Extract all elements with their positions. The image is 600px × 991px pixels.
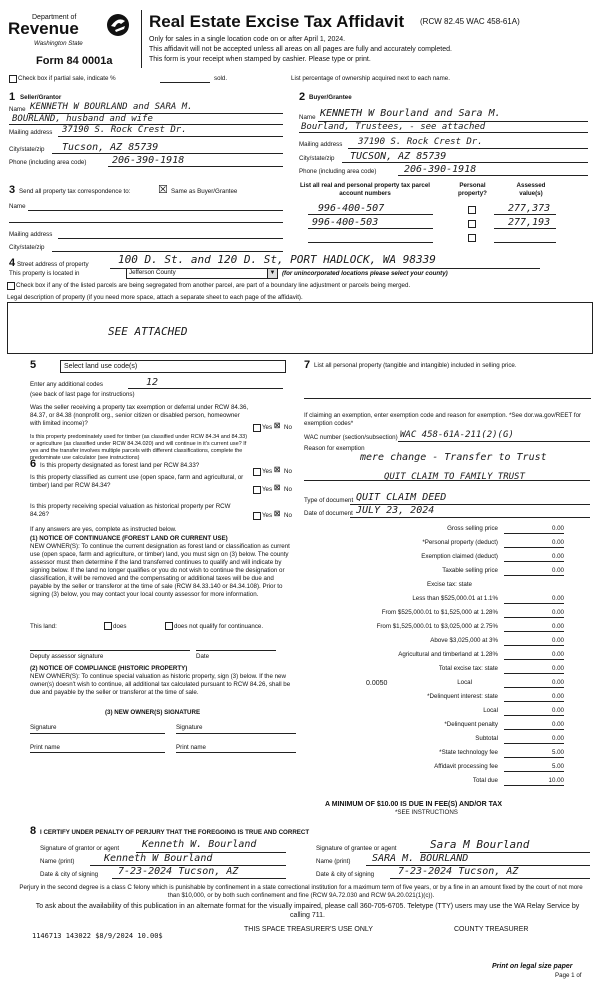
perjury-notice: Perjury in the second degree is a class C felony which is punishable by confinement in a state correctional institution for a maximum term of five years, or by a fine in an amount fixed by the court of not more than $10,000, or by both such confinement and fine (RCW 9A.72.030 and RCW 9A.20.021(1)(c)). — [19, 884, 583, 899]
buyer-phone-label: Phone (including area code) — [299, 168, 377, 175]
tax-row — [304, 620, 594, 634]
q5-yes-label: Yes — [262, 512, 273, 519]
signature-field-2[interactable] — [176, 733, 296, 734]
seller-address-field[interactable]: 37190 S. Rock Crest Dr. — [62, 125, 187, 135]
seller-name-label: Name — [9, 106, 26, 113]
tax-row — [304, 690, 594, 704]
additional-codes-field[interactable]: 12 — [146, 377, 159, 388]
correspondence-label: Send all property tax correspondence to: — [19, 188, 131, 195]
print-name-field-2[interactable] — [176, 752, 296, 753]
does-label: does — [113, 623, 127, 630]
signature-field-1[interactable] — [30, 733, 165, 734]
see-back-note: (see back of last page for instructions) — [30, 391, 135, 398]
tax-row-value[interactable]: 0.00 — [551, 693, 564, 700]
tax-row — [304, 760, 594, 774]
parcel-col-header: List all real and personal property tax parcel account numbers — [300, 182, 430, 197]
see-instructions-note: *SEE INSTRUCTIONS — [395, 809, 458, 816]
grantee-name-label: Name (print) — [316, 858, 351, 865]
tax-row-label: *Personal property (deduct) — [422, 539, 498, 546]
q1-yes-label: Yes — [262, 424, 273, 431]
tax-row — [304, 578, 594, 592]
county-select-value: Jefferson County — [129, 269, 176, 276]
tax-calculation-table — [304, 522, 594, 804]
tax-row-value[interactable]: 0.00 — [551, 525, 564, 532]
section8-number: 8 — [30, 825, 37, 837]
header-note2: This affidavit will not be accepted unless all areas on all pages are fully and accurately completed. — [149, 46, 452, 53]
doc-date-field[interactable]: JULY 23, 2024 — [356, 505, 435, 516]
tax-row — [304, 662, 594, 676]
deputy-signature-label: Deputy assessor signature — [30, 653, 104, 660]
tax-row-value[interactable]: 0.00 — [551, 623, 564, 630]
section7-number: 7 — [304, 359, 311, 371]
dept-line1: Department of — [32, 14, 77, 21]
print-name-label-2: Print name — [176, 744, 206, 751]
buyer-name-field2[interactable]: Bourland, Trustees, - see attached — [301, 122, 486, 132]
section1-number: 1 — [9, 91, 16, 103]
q1-no-label: No — [284, 424, 292, 431]
seller-name-field[interactable]: KENNETH W BOURLAND and SARA M. — [30, 102, 193, 112]
buyer-heading: Buyer/Grantee — [309, 94, 352, 101]
deputy-signature-field[interactable] — [30, 650, 190, 651]
corr-address-label: Mailing address — [9, 231, 53, 238]
q5-no-label: No — [284, 512, 292, 519]
partial-sale-percent-field[interactable] — [160, 82, 210, 83]
same-as-buyer-checkbox[interactable]: ☒ — [158, 184, 168, 196]
assessed-col-header: Assessed value(s) — [516, 182, 546, 197]
seller-phone-label: Phone (including area code) — [9, 159, 87, 166]
q2-no-label: No — [284, 468, 292, 475]
tax-row — [304, 536, 594, 550]
assessed-value-1[interactable]: 277,373 — [508, 203, 551, 214]
seller-address-label: Mailing address — [9, 129, 53, 136]
tax-row-label: Less than $525,000.01 at 1.1% — [412, 595, 498, 602]
forest-question: Is this property designated as forest land per RCW 84.33? — [40, 462, 200, 469]
treasurer-stamp: 1146713 143022 $8/9/2024 10.00$ — [32, 932, 163, 940]
tax-row-value[interactable]: 0.00 — [551, 637, 564, 644]
segregated-label: Check box if any of the listed parcels are being segregated from another parcel, are part of a boundary line adjustment or parcels being merged. — [16, 282, 411, 289]
tax-row — [304, 634, 594, 648]
tax-row-value[interactable]: 0.00 — [551, 665, 564, 672]
form-title-ref: (RCW 82.45 WAC 458-61A) — [420, 17, 520, 26]
page-number: Page 1 of — [555, 972, 582, 979]
does-checkbox[interactable] — [104, 622, 112, 630]
local-rate: 0.0050 — [366, 680, 388, 687]
deputy-date-field[interactable] — [196, 650, 276, 651]
tax-row-label: Gross selling price — [447, 525, 498, 532]
tax-row — [304, 648, 594, 662]
header-note3: This form is your receipt when stamped by cashier. Please type or print. — [149, 56, 371, 63]
q2-yes-label: Yes — [262, 468, 273, 475]
dept-line3: Washington State — [34, 40, 83, 47]
historic-question: Is this property receiving special valuation as historical property per RCW 84.26? — [30, 503, 231, 518]
dor-logo — [8, 10, 132, 54]
legal-description-field[interactable] — [7, 302, 593, 354]
tax-row — [304, 564, 594, 578]
tax-row — [304, 522, 594, 536]
q2-yes-checkbox[interactable] — [253, 468, 261, 476]
seller-city-field[interactable]: Tucson, AZ 85739 — [62, 142, 159, 153]
land-use-select-label: Select land use code(s) — [64, 363, 138, 370]
q5-no-checkbox[interactable]: ☒ — [274, 511, 281, 518]
ownership-note: List percentage of ownership acquired next to each name. — [291, 75, 450, 82]
reason-label: Reason for exemption — [304, 445, 365, 452]
q4-no-checkbox[interactable]: ☒ — [274, 485, 281, 492]
form-title: Real Estate Excise Tax Affidavit — [149, 12, 405, 31]
buyer-city-label: City/state/zip — [299, 155, 335, 162]
seller-heading: Seller/Grantor — [20, 94, 62, 101]
q4-no-label: No — [284, 486, 292, 493]
dor-emblem-icon — [106, 12, 130, 38]
signature-label-1: Signature — [30, 724, 57, 731]
grantor-name-label: Name (print) — [40, 858, 75, 865]
tax-row-label: Above $3,025,000 at 3% — [430, 637, 498, 644]
notice1-title: (1) NOTICE OF CONTINUANCE (FOREST LAND OR CURRENT USE) — [30, 535, 228, 542]
personal-property-field[interactable] — [304, 398, 591, 399]
street-address-field[interactable]: 100 D. St. and 120 D. St, PORT HADLOCK, WA 98339 — [118, 253, 436, 266]
land-use-select[interactable] — [60, 360, 286, 373]
buyer-address-label: Mailing address — [299, 141, 343, 148]
grantee-sig-label: Signature of grantee or agent — [316, 845, 397, 852]
notice1-body: NEW OWNER(S): To continue the current designation as forest land or classification as current use (open space, farm and agriculture, or timber) land, you must sign on (3) below. The county assessor must then determine if the land transferred continues to qualify and will indicate by signing below. If the land no longer qualifies or you do not wish to continue the designation or classification, it will be removed and the compensating or additional taxes will be due and payable by the seller or transferor at the time of sale (RCW 84.33.140 or 84.34.108). Prior to signing (3) below, you may contact your local county assessor for more information. — [30, 543, 290, 598]
this-land-label: This land: — [30, 623, 57, 630]
tax-row-total — [304, 774, 594, 788]
tax-row — [304, 550, 594, 564]
section2-number: 2 — [299, 91, 306, 103]
print-name-label-1: Print name — [30, 744, 60, 751]
grantor-signature[interactable]: Kenneth W. Bourland — [142, 839, 257, 850]
buyer-address-field[interactable]: 37190 S. Rock Crest Dr. — [358, 137, 483, 147]
header-divider — [141, 10, 142, 68]
if-yes-note: If any answers are yes, complete as instructed below. — [30, 526, 177, 533]
tax-row-label: Affidavit processing fee — [434, 763, 498, 770]
grantee-name[interactable]: SARA M. BOURLAND — [372, 853, 469, 864]
tax-row-label: Total due — [472, 777, 498, 784]
tax-row-label: Local — [457, 679, 472, 686]
buyer-city-field[interactable]: TUCSON, AZ 85739 — [350, 151, 447, 162]
does-not-checkbox[interactable] — [165, 622, 173, 630]
q4-yes-checkbox[interactable] — [253, 486, 261, 494]
tax-row — [304, 732, 594, 746]
does-not-label: does not qualify for continuance. — [174, 623, 264, 630]
additional-codes-label: Enter any additional codes — [30, 381, 103, 388]
tax-row — [304, 746, 594, 760]
county-note: (for unincorporated locations please select your county) — [282, 270, 448, 277]
legal-description-value: SEE ATTACHED — [108, 325, 188, 338]
located-label: This property is located in — [9, 270, 80, 277]
print-name-field-1[interactable] — [30, 752, 165, 753]
personal-property-col-header: Personal property? — [458, 182, 487, 197]
certify-statement: I CERTIFY UNDER PENALTY OF PERJURY THAT THE FOREGOING IS TRUE AND CORRECT — [40, 829, 310, 836]
personal-property-checkbox-3[interactable] — [468, 234, 476, 242]
tax-row-value[interactable]: 10.00 — [548, 777, 564, 784]
alternate-format-notice: To ask about the availability of this publication in an alternate format for the visually impaired, please call 360-705-6705. Teletype (TTY) users may use the WA Relay Service by calling 711. — [35, 903, 580, 919]
wac-field[interactable]: WAC 458-61A-211(2)(G) — [400, 430, 514, 440]
tax-row-label: From $1,525,000.01 to $3,025,000 at 2.75% — [376, 623, 498, 630]
section5-number: 5 — [30, 359, 37, 371]
partial-sale-sold: sold. — [214, 75, 228, 82]
seller-phone-field[interactable]: 206-390-1918 — [112, 155, 185, 166]
grantor-sig-label: Signature of grantor or agent — [40, 845, 120, 852]
section6-number: 6 — [30, 458, 37, 470]
grantor-date[interactable]: 7-23-2024 Tucson, AZ — [118, 866, 239, 877]
tax-row-value[interactable]: 5.00 — [551, 763, 564, 770]
parcel-number-2[interactable]: 996-400-503 — [312, 217, 379, 228]
q5-yes-checkbox[interactable] — [253, 512, 261, 520]
grantor-name[interactable]: Kenneth W Bourland — [104, 853, 213, 864]
treasurer-use-label: THIS SPACE TREASURER'S USE ONLY — [244, 926, 373, 933]
tax-row-label: Subtotal — [475, 735, 498, 742]
notice2-body: NEW OWNER(S): To continue special valuation as historic property, sign (3) below. If the new owner(s) doesn't wish to continue, all additional tax calculated pursuant to RCW 84.26, shall be due and payable by the seller or transferor at the time of sale. — [30, 673, 291, 696]
tax-row-value[interactable]: 0.00 — [551, 735, 564, 742]
form-number: Form 84 0001a — [36, 55, 113, 67]
header-note1: Only for sales in a single location code on or after April 1, 2024. — [149, 36, 346, 43]
tax-row-label: Excise tax: state — [426, 581, 472, 588]
tax-row-label: Taxable selling price — [442, 567, 498, 574]
section3-number: 3 — [9, 184, 16, 196]
reason-field2[interactable]: QUIT CLAIM TO FAMILY TRUST — [384, 472, 525, 482]
buyer-name-field[interactable]: KENNETH W Bourland and Sara M. — [320, 108, 501, 119]
same-as-buyer-label: Same as Buyer/Grantee — [171, 188, 238, 195]
county-treasurer-label: COUNTY TREASURER — [454, 926, 529, 933]
doc-date-label: Date of document — [304, 510, 353, 517]
notice2-title: (2) NOTICE OF COMPLIANCE (HISTORIC PROPERTY) — [30, 665, 188, 672]
section4-number: 4 — [9, 257, 16, 269]
deputy-date-label: Date — [196, 653, 210, 660]
exemption-question: Was the seller receiving a property tax exemption or deferral under RCW 84.36, 84.37, or 84.38 (nonprofit org., senior citizen or disabled person, homeowner with limited income)? — [30, 404, 249, 427]
tax-row-value[interactable]: 0.00 — [551, 539, 564, 546]
corr-city-field[interactable] — [52, 251, 283, 252]
grantor-date-label: Date & city of signing — [40, 871, 99, 878]
seller-city-label: City/state/zip — [9, 146, 45, 153]
personal-property-checkbox-2[interactable] — [468, 220, 476, 228]
q1-no-checkbox[interactable]: ☒ — [274, 423, 281, 430]
tax-row — [304, 676, 594, 690]
partial-sale-checkbox[interactable] — [9, 75, 17, 83]
tax-row — [304, 704, 594, 718]
personal-property-checkbox-1[interactable] — [468, 206, 476, 214]
tax-row-label: *Delinquent penalty — [444, 721, 498, 728]
tax-row — [304, 592, 594, 606]
county-select[interactable] — [126, 268, 278, 279]
dept-line2: Revenue — [8, 19, 79, 38]
grantee-date[interactable]: 7-23-2024 Tucson, AZ — [398, 866, 519, 877]
tax-row — [304, 718, 594, 732]
corr-name-field[interactable] — [28, 210, 283, 211]
corr-name-label: Name — [9, 203, 26, 210]
tax-row-label: Exemption claimed (deduct) — [421, 553, 498, 560]
grantee-signature[interactable]: Sara M Bourland — [430, 838, 530, 851]
tax-row-value[interactable]: 0.00 — [551, 721, 564, 728]
tax-row-label: Local — [483, 707, 498, 714]
tax-row-value[interactable]: 0.00 — [551, 651, 564, 658]
tax-row-value[interactable]: 0.00 — [551, 567, 564, 574]
timber-question: Is this property predominately used for timber (as classified under RCW 84.34 and 84.33) or agriculture (as classified under RCW 84.34.020) and will continue in it's current use? If yes and the transfer involves multiple parcels with different classifications, complete the predominate use calculator (see instructions) — [30, 434, 248, 461]
personal-property-label: List all personal property (tangible and intangible) included in selling price. — [314, 362, 517, 369]
seller-name-field2[interactable]: BOURLAND, husband and wife — [12, 114, 153, 124]
tax-row-label: *State technology fee — [439, 749, 498, 756]
q1-yes-checkbox[interactable] — [253, 424, 261, 432]
new-owner-signature-title: (3) NEW OWNER(S) SIGNATURE — [105, 709, 201, 716]
exemption-label: If claiming an exemption, enter exemption code and reason for exemption. *See dor.wa.gov/REET for exemption codes* — [304, 412, 582, 427]
doc-type-field[interactable]: QUIT CLAIM DEED — [356, 492, 447, 503]
buyer-phone-field[interactable]: 206-390-1918 — [404, 164, 477, 175]
tax-row-label: Agricultural and timberland at 1.28% — [398, 651, 498, 658]
tax-row-value[interactable]: 0.00 — [551, 707, 564, 714]
tax-row-value[interactable]: 5.00 — [551, 749, 564, 756]
legal-description-label: Legal description of property (if you need more space, attach a separate sheet to each page of the affidavit). — [7, 294, 303, 301]
partial-sale-label: Check box if partial sale, indicate % — [18, 75, 116, 82]
tax-row-label: Total excise tax: state — [438, 665, 498, 672]
parcel-number-1[interactable]: 996-400-507 — [318, 203, 385, 214]
wac-label: WAC number (section/subsection) — [304, 434, 398, 441]
corr-address-field[interactable] — [58, 238, 283, 239]
tax-row-label: *Delinquent interest: state — [427, 693, 498, 700]
current-use-question: Is this property classified as current use (open space, farm and agricultural, or timber) land per RCW 84.34? — [30, 474, 244, 489]
legal-paper-note: Print on legal size paper — [492, 963, 573, 970]
tax-row-label: From $525,000.01 to $1,525,000 at 1.28% — [381, 609, 498, 616]
reason-field[interactable]: mere change - Transfer to Trust — [360, 452, 547, 463]
signature-label-2: Signature — [176, 724, 203, 731]
tax-row-value[interactable]: 0.00 — [551, 609, 564, 616]
corr-city-label: City/state/zip — [9, 244, 45, 251]
street-label: Street address of property — [17, 261, 89, 268]
segregated-checkbox[interactable] — [7, 282, 15, 290]
q2-no-checkbox[interactable]: ☒ — [274, 467, 281, 474]
assessed-value-2[interactable]: 277,193 — [508, 217, 551, 228]
doc-type-label: Type of document — [304, 497, 354, 504]
chevron-down-icon: ▼ — [267, 269, 277, 278]
tax-row — [304, 606, 594, 620]
minimum-note: A MINIMUM OF $10.00 IS DUE IN FEE(S) AND/OR TAX — [325, 801, 503, 808]
q4-yes-label: Yes — [262, 486, 273, 493]
tax-row-value[interactable]: 0.00 — [551, 679, 564, 686]
tax-row-value[interactable]: 0.00 — [551, 595, 564, 602]
tax-row-value[interactable]: 0.00 — [551, 553, 564, 560]
buyer-name-label: Name — [299, 114, 316, 121]
grantee-date-label: Date & city of signing — [316, 871, 375, 878]
